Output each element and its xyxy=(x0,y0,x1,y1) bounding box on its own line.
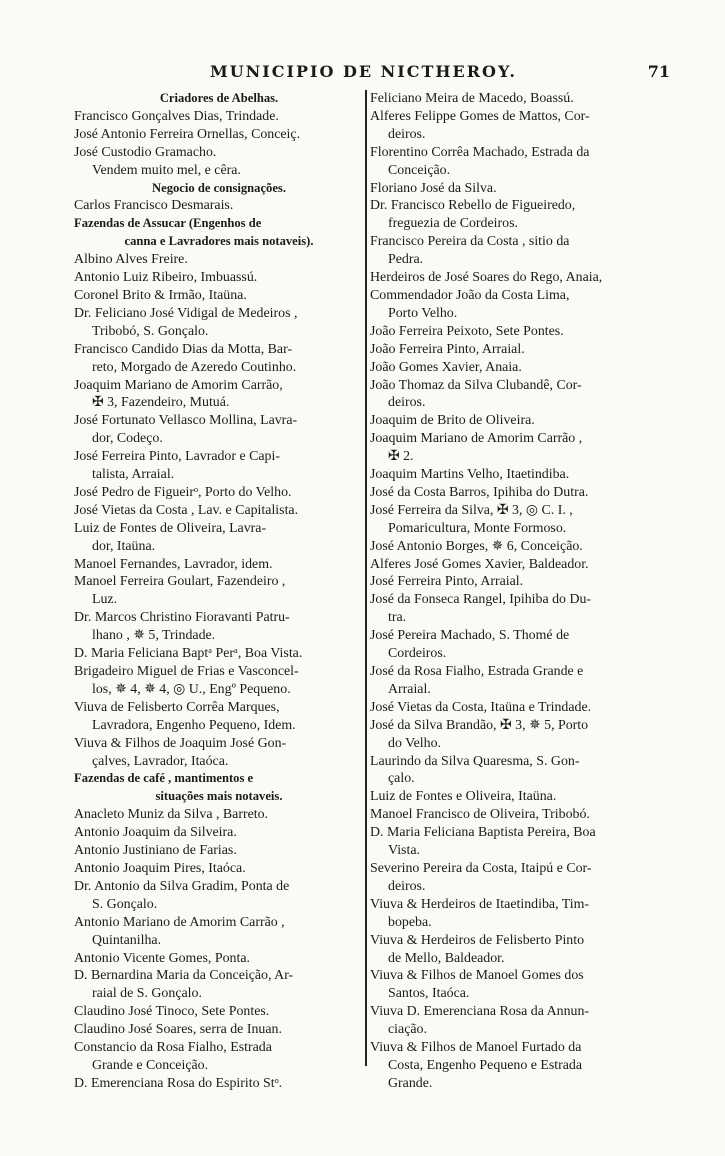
section-heading: canna e Lavradores mais notaveis). xyxy=(124,234,314,249)
entry-line: Dr. Marcos Christino Fioravanti Patru- xyxy=(74,610,290,626)
entry-line: Antonio Joaquim da Silveira. xyxy=(74,825,237,841)
entry-line: freguezia de Cordeiros. xyxy=(388,216,518,232)
entry-line: deiros. xyxy=(388,126,426,142)
entry-line: Francisco Candido Dias da Motta, Bar- xyxy=(74,341,293,357)
entry-line: D. Maria Feliciana Baptista Pereira, Boa xyxy=(370,825,596,841)
entry-line: Claudino José Tinoco, Sete Pontes. xyxy=(74,1004,270,1020)
entry-line: Brigadeiro Miguel de Frias e Vasconcel- xyxy=(74,664,299,679)
entry-line: Albino Alves Freire. xyxy=(74,252,188,268)
entry-line: S. Gonçalo. xyxy=(92,896,158,912)
column-divider xyxy=(365,90,367,1066)
entry-line: los, ✵ 4, ✵ 4, ◎ U., Engº Pequeno. xyxy=(92,681,291,697)
entry-line: Viuva & Herdeiros de Itaetindiba, Tim- xyxy=(370,896,590,912)
entry-line: Anacleto Muniz da Silva , Barreto. xyxy=(74,807,269,823)
entry-line: José Ferreira Pinto, Arraial. xyxy=(370,574,524,590)
entry-line: José da Costa Barros, Ipihiba do Dutra. xyxy=(370,484,589,500)
entry-line: Santos, Itaóca. xyxy=(388,986,470,1002)
page-number: 71 xyxy=(647,62,670,81)
entry-line: José da Silva Brandão, ✠ 3, ✵ 5, Porto xyxy=(370,717,589,733)
entry-line: Dr. Antonio da Silva Gradim, Ponta de xyxy=(74,878,290,894)
entry-line: Claudino José Soares, serra de Inuan. xyxy=(74,1022,282,1038)
entry-line: Joaquim de Brito de Oliveira. xyxy=(370,413,535,429)
entry-line: Antonio Justiniano de Farias. xyxy=(74,843,237,859)
entry-line: Viuva de Felisberto Corrêa Marques, xyxy=(74,699,280,715)
section-heading: situações mais notaveis. xyxy=(155,789,283,804)
entry-line: Florentino Corrêa Machado, Estrada da xyxy=(370,144,590,160)
entry-line: Manoel Francisco de Oliveira, Tribobó. xyxy=(370,807,590,823)
entry-line: Luiz de Fontes e Oliveira, Itaüna. xyxy=(370,789,557,805)
entry-line: Vista. xyxy=(388,843,420,859)
entry-line: Joaquim Mariano de Amorim Carrão, xyxy=(74,377,283,393)
entry-line: talista, Arraial. xyxy=(92,467,175,483)
entry-line: dor, Codeço. xyxy=(92,431,163,447)
entry-line: José da Rosa Fialho, Estrada Grande e xyxy=(370,664,584,679)
entry-line: Viuva D. Emerenciana Rosa da Annun- xyxy=(370,1004,590,1020)
entry-line: Carlos Francisco Desmarais. xyxy=(74,198,234,214)
entry-line: Quintanilha. xyxy=(92,932,162,948)
entry-line: D. Bernardina Maria da Conceição, Ar- xyxy=(74,968,294,984)
entry-line: Laurindo da Silva Quaresma, S. Gon- xyxy=(370,753,580,769)
entry-line: Viuva & Filhos de Manoel Furtado da xyxy=(370,1040,582,1056)
running-title: MUNICIPIO DE NICTHEROY. xyxy=(210,62,517,81)
entry-line: çalves, Lavrador, Itaóca. xyxy=(92,753,229,769)
entry-line: çalo. xyxy=(388,771,415,787)
entry-line: João Gomes Xavier, Anaia. xyxy=(370,359,522,375)
entry-line: José Ferreira da Silva, ✠ 3, ◎ C. I. , xyxy=(370,502,573,518)
entry-line: Alferes José Gomes Xavier, Baldeador. xyxy=(370,556,589,572)
entry-line: Conceição. xyxy=(388,162,451,178)
page-header xyxy=(70,62,670,86)
entry-line: Joaquim Mariano de Amorim Carrão , xyxy=(370,431,583,447)
entry-line: José Antonio Borges, ✵ 6, Conceição. xyxy=(370,538,583,554)
entry-line: Grande e Conceição. xyxy=(92,1057,209,1073)
section-heading: Fazendas de Assucar (Engenhos de xyxy=(74,216,262,231)
section-heading: Fazendas de café , mantimentos e xyxy=(74,771,254,786)
entry-line: raial de S. Gonçalo. xyxy=(92,986,202,1002)
entry-line: Antonio Joaquim Pires, Itaóca. xyxy=(74,860,246,876)
entry-line: Antonio Vicente Gomes, Ponta. xyxy=(74,950,250,966)
entry-line: Viuva & Filhos de Manoel Gomes dos xyxy=(370,968,584,984)
entry-line: João Ferreira Pinto, Arraial. xyxy=(370,341,525,357)
entry-line: Grande. xyxy=(388,1075,433,1091)
left-column xyxy=(74,90,364,1093)
entry-line: José Pedro de Figueirᵒ, Porto do Velho. xyxy=(74,484,292,500)
entry-line: deiros. xyxy=(388,878,426,894)
entry-line: Joaquim Martins Velho, Itaetindiba. xyxy=(370,467,570,483)
entry-line: Luiz de Fontes de Oliveira, Lavra- xyxy=(74,520,267,536)
entry-line: Feliciano Meira de Macedo, Boassú. xyxy=(370,91,574,106)
entry-line: Dr. Francisco Rebello de Figueiredo, xyxy=(370,198,576,214)
entry-line: Commendador João da Costa Lima, xyxy=(370,287,570,303)
entry-line: José Ferreira Pinto, Lavrador e Capi- xyxy=(74,449,280,465)
entry-line: Manoel Ferreira Goulart, Fazendeiro , xyxy=(74,574,286,590)
entry-line: Luz. xyxy=(92,592,118,608)
entry-line: Antonio Mariano de Amorim Carrão , xyxy=(74,914,285,930)
entry-line: Alferes Felippe Gomes de Mattos, Cor- xyxy=(370,108,590,124)
entry-line: de Mello, Baldeador. xyxy=(388,950,505,966)
entry-line: José Vietas da Costa, Itaüna e Trindade. xyxy=(370,699,592,715)
entry-line: D. Emerenciana Rosa do Espirito Stᵒ. xyxy=(74,1075,283,1091)
entry-line: tra. xyxy=(388,610,407,626)
entry-line: ciação. xyxy=(388,1022,427,1038)
entry-line: D. Maria Feliciana Baptᵃ Perᵃ, Boa Vista. xyxy=(74,646,303,662)
entry-line: ✠ 2. xyxy=(388,449,414,465)
entry-line: Vendem muito mel, e cêra. xyxy=(92,162,241,178)
entry-line: Pedra. xyxy=(388,252,424,268)
entry-line: José Antonio Ferreira Ornellas, Conceiç. xyxy=(74,126,301,142)
entry-line: Francisco Gonçalves Dias, Trindade. xyxy=(74,108,279,124)
entry-line: Francisco Pereira da Costa , sitio da xyxy=(370,234,570,250)
entry-line: Viuva & Filhos de Joaquim José Gon- xyxy=(74,735,287,751)
entry-line: Severino Pereira da Costa, Itaipú e Cor- xyxy=(370,860,592,876)
entry-line: dor, Itaüna. xyxy=(92,538,156,554)
entry-line: Herdeiros de José Soares do Rego, Anaia, xyxy=(370,270,603,286)
entry-line: Dr. Feliciano José Vidigal de Medeiros , xyxy=(74,305,298,321)
entry-line: Viuva & Herdeiros de Felisberto Pinto xyxy=(370,932,585,948)
entry-line: bopeba. xyxy=(388,914,432,930)
entry-line: Cordeiros. xyxy=(388,646,447,662)
entry-line: Floriano José da Silva. xyxy=(370,180,497,196)
entry-line: Antonio Luiz Ribeiro, Imbuassú. xyxy=(74,270,258,286)
entry-line: Costa, Engenho Pequeno e Estrada xyxy=(388,1057,583,1073)
entry-line: José Vietas da Costa , Lav. e Capitalista. xyxy=(74,502,299,518)
entry-line: João Ferreira Peixoto, Sete Pontes. xyxy=(370,323,564,339)
entry-line: Coronel Brito & Irmão, Itaüna. xyxy=(74,287,247,303)
entry-line: Tribobó, S. Gonçalo. xyxy=(92,323,209,339)
right-column xyxy=(370,90,660,1093)
entry-line: Lavradora, Engenho Pequeno, Idem. xyxy=(92,717,296,733)
section-heading: Negocio de consignações. xyxy=(152,180,286,195)
section-heading: Criadores de Abelhas. xyxy=(159,91,279,105)
entry-line: Arraial. xyxy=(388,681,431,697)
entry-line: José Pereira Machado, S. Thomé de xyxy=(370,628,570,644)
entry-line: Porto Velho. xyxy=(388,305,458,321)
entry-line: José Fortunato Vellasco Mollina, Lavra- xyxy=(74,413,298,429)
entry-line: Pomaricultura, Monte Formoso. xyxy=(388,520,567,536)
entry-line: ✠ 3, Fazendeiro, Mutuá. xyxy=(92,395,230,411)
entry-line: deiros. xyxy=(388,395,426,411)
entry-line: Manoel Fernandes, Lavrador, idem. xyxy=(74,556,273,572)
entry-line: Constancio da Rosa Fialho, Estrada xyxy=(74,1040,272,1056)
entry-line: lhano , ✵ 5, Trindade. xyxy=(92,628,216,644)
entry-line: João Thomaz da Silva Clubandê, Cor- xyxy=(370,377,582,393)
entry-line: do Velho. xyxy=(388,735,441,751)
entry-line: reto, Morgado de Azeredo Coutinho. xyxy=(92,359,297,375)
entry-line: José da Fonseca Rangel, Ipihiba do Du- xyxy=(370,592,592,608)
entry-line: José Custodio Gramacho. xyxy=(74,144,217,160)
